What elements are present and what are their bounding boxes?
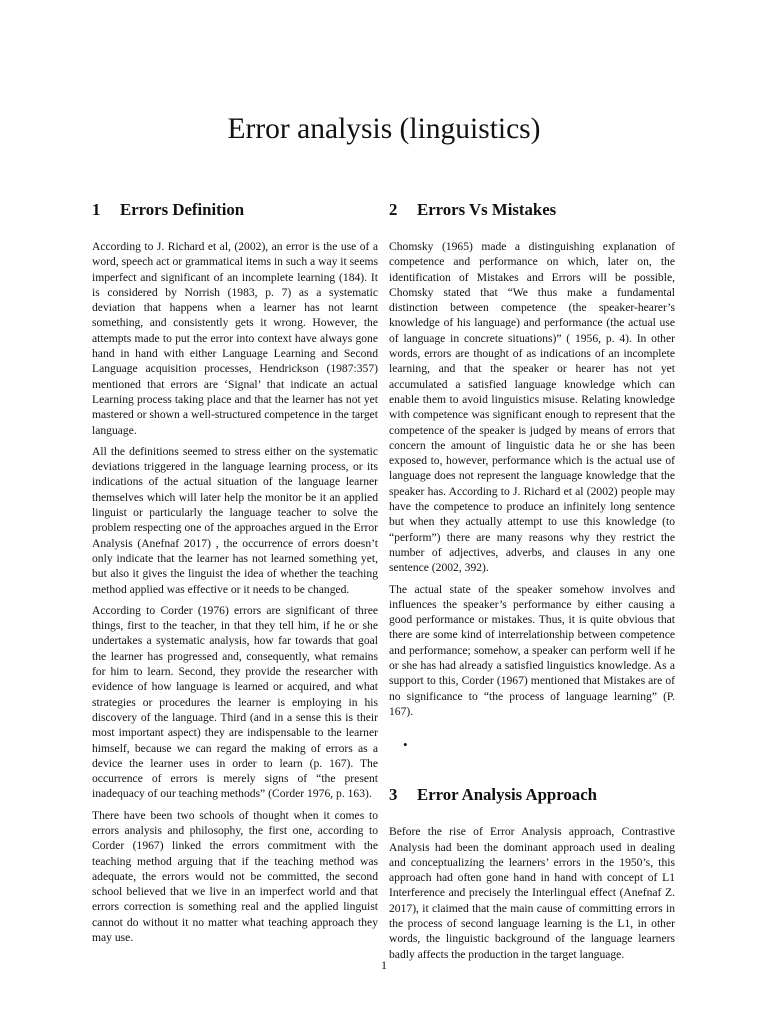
paragraph: Before the rise of Error Analysis approach, Contrastive Analysis had been the dominant approach used in dealing and conceptualizing the learners’ errors in the 1950’s, this approach had often gone hand in hand with concept of L1 Interference and precisely the Interlingual effect (Anefnaf Z. 2017), it claimed that the main cause of committing errors in the process of second language learning is the L1, in other words, the linguistic background of the language learners badly affects the production in the target language. (389, 825, 675, 961)
section-number: 2 (389, 200, 398, 219)
section-heading-error-analysis-approach (389, 785, 675, 805)
paragraph: The actual state of the speaker somehow involves and influences the speaker’s performance by either causing a good performance or mistakes. Thus, it is quite obvious that there are some kind of interrelationship between competence and performance; somehow, a speaker can perform well if he or she has had already a satisfied linguistics knowledge. As a support to this, Corder (1967) mentioned that Mistakes are of no significance to “the process of language learning” (P. 167). (389, 582, 675, 718)
paragraph: There have been two schools of thought when it comes to errors analysis and philosophy, the first one, according to Corder (1967) linked the errors commitment with the teaching method arguing that if the teaching method was adequate, the errors would not be committed, the second school believed that we live in an imperfect world and that errors correction is something real and the applied linguist cannot do without it no matter what teaching approach they may use. (92, 808, 378, 945)
paragraph: According to Corder (1976) errors are significant of three things, first to the teacher, in that they tell him, if he or she undertakes a systematic analysis, how far towards that goal the learner has progressed and, consequently, what remains for him to learn. Second, they provide the researcher with evidence of how language is learned or acquired, and what strategies or procedures the learner is employing in his discovery of the language. Third (and in a sense this is their most important aspect) they are indispensable to the learner himself, because we can regard the making of errors as a device the learner uses in order to learn (p. 167). The occurrence of errors is merely signs of “the present inadequacy of our teaching methods” (Corder 1976, p. 163). (92, 603, 378, 801)
section-number: 3 (389, 785, 398, 805)
paragraph: All the definitions seemed to stress either on the systematic deviations triggered in the language learning process, or its indications of the actual situation of the language learner themselves which will later help the monitor be it an applied linguist or particularly the language teacher to solve the problem respecting one of the approaches argued in the Error Analysis (Anefnaf 2017) , the occurrence of errors doesn’t only indicate that the learner has not learned something yet, but also it gives the linguist the idea of whether the teaching method applied was effective or it needs to be changed. (92, 444, 378, 596)
section-heading-errors-definition (92, 200, 378, 220)
section-title: Errors Definition (120, 200, 245, 219)
paragraph: Chomsky (1965) made a distinguishing explanation of competence and performance on which, later on, the identification of Mistakes and Errors will be possible, Chomsky stated that “We thus make a fundamental distinction between competence (the speaker-hearer’s knowledge of his language) and performance (the actual use of language in concrete situations)” ( 1956, p. 4). In other words, errors are thought of as indications of an incomplete learning, and that the speaker or hearer has not yet accumulated a satisfied language knowledge which can enable them to avoid linguistics misuse. Relating knowledge with competence was significant enough to represent that the competence of the speaker is judged by means of errors that concern the amount of linguistic data he or she has been exposed to, however, performance which is the actual use of language does not represent the language knowledge that the speaker has. According to J. Richard et al (2002) people may have the competence to produce an infinitely long sentence but when they actually attempt to use this knowledge (to “perform”) there are many reasons why they restrict the number of adjectives, adverbs, and clauses in any one sentence (2002, 392). (389, 240, 675, 575)
section-number: 1 (92, 200, 101, 219)
page-number: 1 (381, 958, 387, 972)
section-title: Error Analysis Approach (417, 785, 597, 805)
document-title: Error analysis (linguistics) (227, 113, 541, 145)
section-heading-errors-vs-mistakes (389, 200, 675, 220)
section-title: Errors Vs Mistakes (417, 200, 557, 219)
left-column (92, 200, 378, 951)
paragraph: According to J. Richard et al, (2002), an error is the use of a word, speech act or grammatical items in such a way it seems imperfect and significant of an incomplete learning (184). It is considered by Norrish (1983, p. 7) as a systematic deviation that happens when a learner has not learnt something, and consistently gets it wrong. However, the attempts made to put the error into context have always gone hand in hand with either Language Learning and Second Language acquisition processes, Hendrickson (1987:357) mentioned that errors are ‘Signal’ that indicate an actual Learning process taking place and that the learner has not yet mastered or shown a well-structured competence in the target language. (92, 240, 378, 437)
right-column (389, 200, 675, 968)
bullet-item: • (403, 737, 408, 753)
